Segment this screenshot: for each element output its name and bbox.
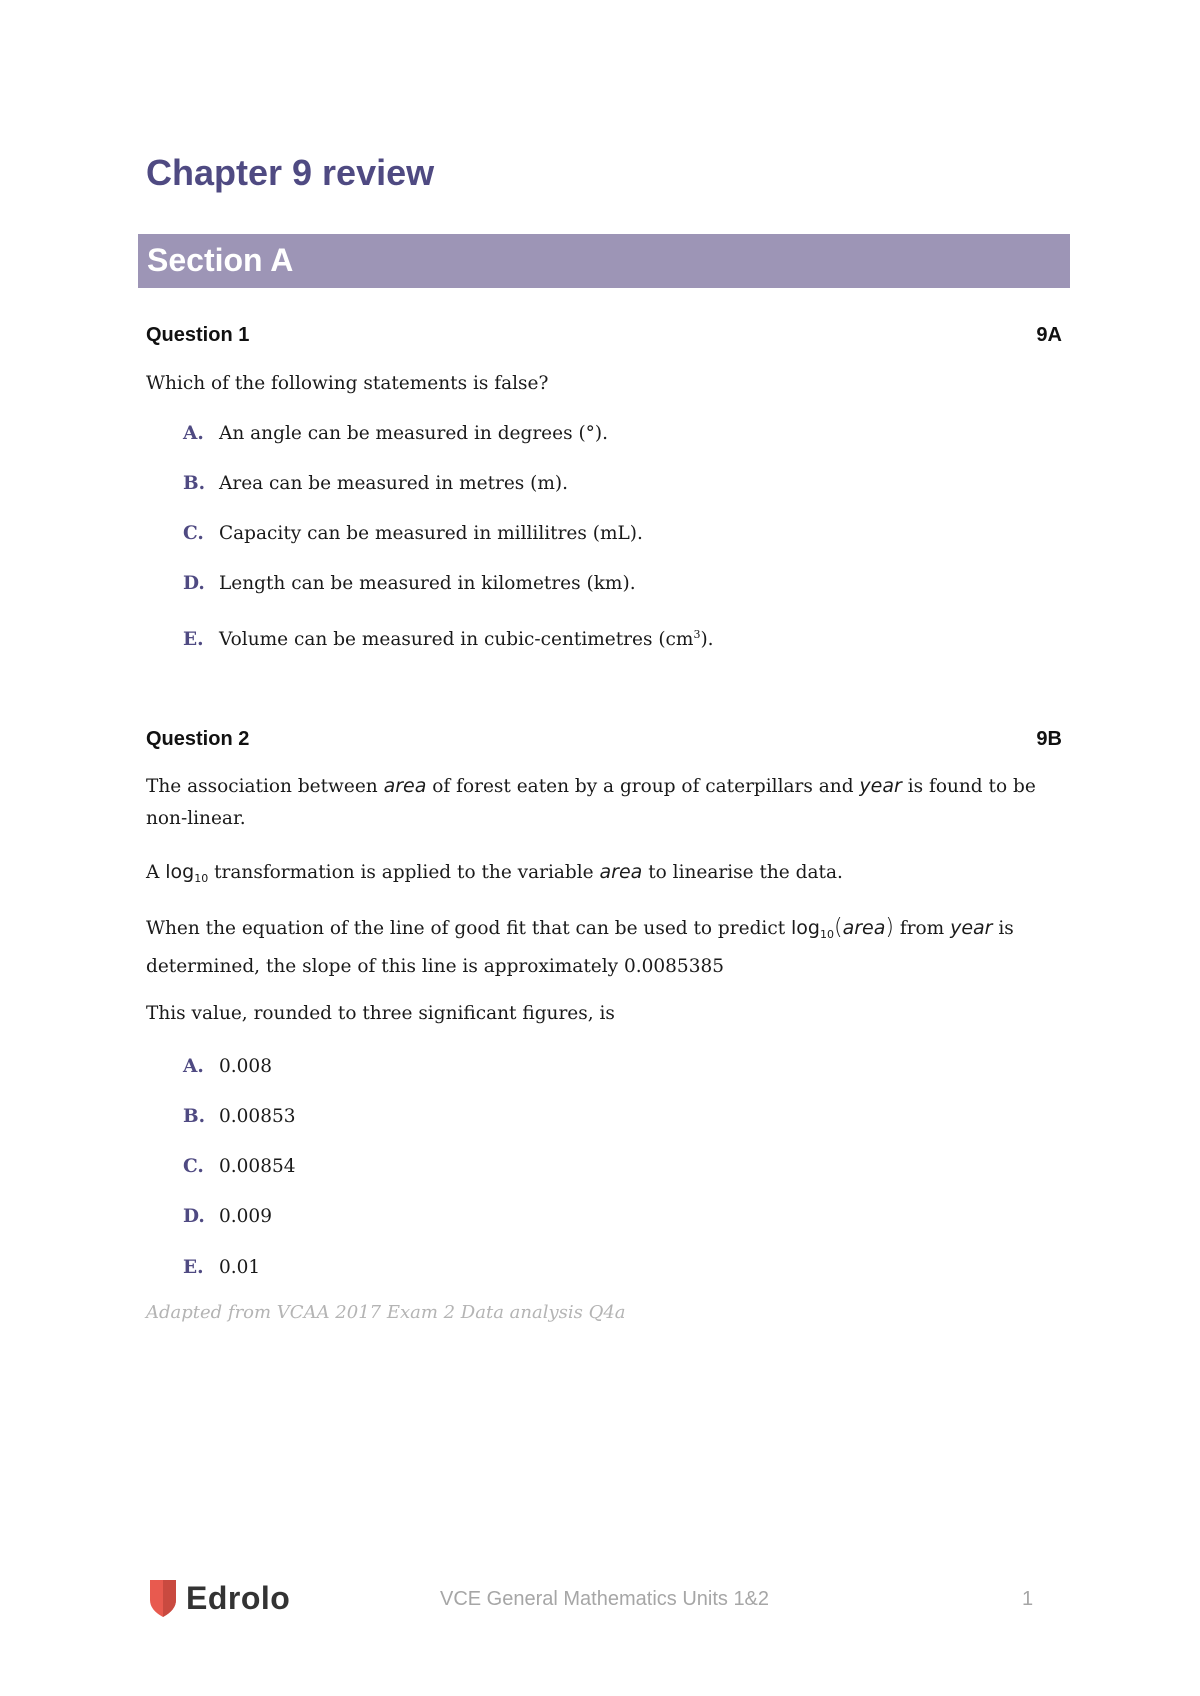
question-2-header (146, 728, 1062, 751)
question-2-prompt: This value, rounded to three significant figures, is (146, 1003, 615, 1024)
option-letter: D. (183, 573, 205, 594)
question-2-option-b[interactable] (183, 1105, 296, 1129)
question-1-option-c[interactable] (183, 522, 643, 546)
footer-course: VCE General Mathematics Units 1&2 (440, 1588, 770, 1610)
option-letter: A. (183, 1056, 204, 1077)
option-text: 0.00853 (219, 1106, 296, 1127)
superscript: 3 (693, 628, 701, 641)
chapter-title: Chapter 9 review (146, 152, 435, 193)
question-2-option-a[interactable] (183, 1055, 272, 1079)
question-2-paragraph-3 (146, 912, 1046, 983)
option-letter: C. (183, 1156, 204, 1177)
variable-area: area (599, 861, 643, 883)
question-2-label: Question 2 (146, 728, 250, 750)
variable-year: year (950, 917, 993, 939)
option-text-after: ). (700, 629, 714, 651)
log-function: log (791, 917, 820, 939)
option-letter: E. (183, 629, 204, 651)
option-text: 0.009 (219, 1206, 272, 1227)
option-text: Capacity can be measured in millilitres (mL). (219, 523, 643, 544)
question-1-option-a[interactable] (183, 422, 608, 446)
option-text: Length can be measured in kilometres (km). (219, 573, 636, 594)
edrolo-logo (148, 1578, 290, 1618)
question-1-tag: 9A (1036, 324, 1062, 346)
question-1-stem: Which of the following statements is false? (146, 373, 549, 394)
question-1-option-e[interactable] (183, 623, 714, 652)
option-letter: A. (183, 423, 204, 444)
text: When the equation of the line of good fit that can be used to predict (146, 918, 792, 939)
option-letter: E. (183, 1257, 204, 1278)
option-text: 0.01 (219, 1257, 261, 1278)
text: A (146, 862, 166, 883)
option-text: Area can be measured in metres (m). (219, 473, 569, 494)
option-text-before: Volume can be measured in cubic-centimetres (cm (219, 629, 694, 651)
left-paren: ( (833, 915, 843, 940)
option-text: 0.008 (219, 1056, 272, 1077)
text: is determined, the slope of this line is approximately 0.0085385 (146, 918, 1014, 977)
question-1-option-b[interactable] (183, 472, 568, 496)
text: transformation is applied to the variable (208, 862, 600, 883)
variable-area: area (383, 775, 427, 797)
right-paren: ) (885, 915, 894, 940)
brand-name: Edrolo (186, 1579, 291, 1616)
option-letter: B. (183, 1106, 206, 1127)
log-base: 10 (819, 928, 834, 941)
option-letter: D. (183, 1206, 205, 1227)
question-2-paragraph-2 (146, 856, 1046, 895)
option-text: An angle can be measured in degrees (°). (219, 423, 609, 444)
question-1-header (146, 324, 1062, 347)
log-function: log (165, 861, 195, 883)
question-2-option-e[interactable] (183, 1256, 260, 1280)
question-2-option-c[interactable] (183, 1155, 296, 1179)
option-letter: B. (183, 473, 206, 494)
text: to linearise the data. (642, 862, 843, 883)
log-base: 10 (194, 872, 209, 885)
question-2-tag: 9B (1036, 728, 1062, 750)
shield-icon (148, 1578, 178, 1618)
question-2-source: Adapted from VCAA 2017 Exam 2 Data analysis Q4a (146, 1302, 626, 1323)
section-title: Section A (147, 242, 294, 278)
question-2-paragraph-1 (146, 770, 1046, 835)
variable-year: year (859, 775, 902, 797)
question-1-option-d[interactable] (183, 572, 636, 596)
option-letter: C. (183, 523, 204, 544)
option-text: 0.00854 (219, 1156, 296, 1177)
variable-area: area (842, 917, 886, 939)
text: from (893, 918, 951, 939)
question-2-option-d[interactable] (183, 1205, 272, 1229)
text: of forest eaten by a group of caterpillars and (426, 776, 860, 797)
text: The association between (146, 776, 384, 797)
question-1-label: Question 1 (146, 324, 250, 346)
text: is found to be non-linear. (146, 776, 1036, 829)
section-header (138, 234, 1070, 288)
page-number: 1 (1022, 1588, 1034, 1610)
